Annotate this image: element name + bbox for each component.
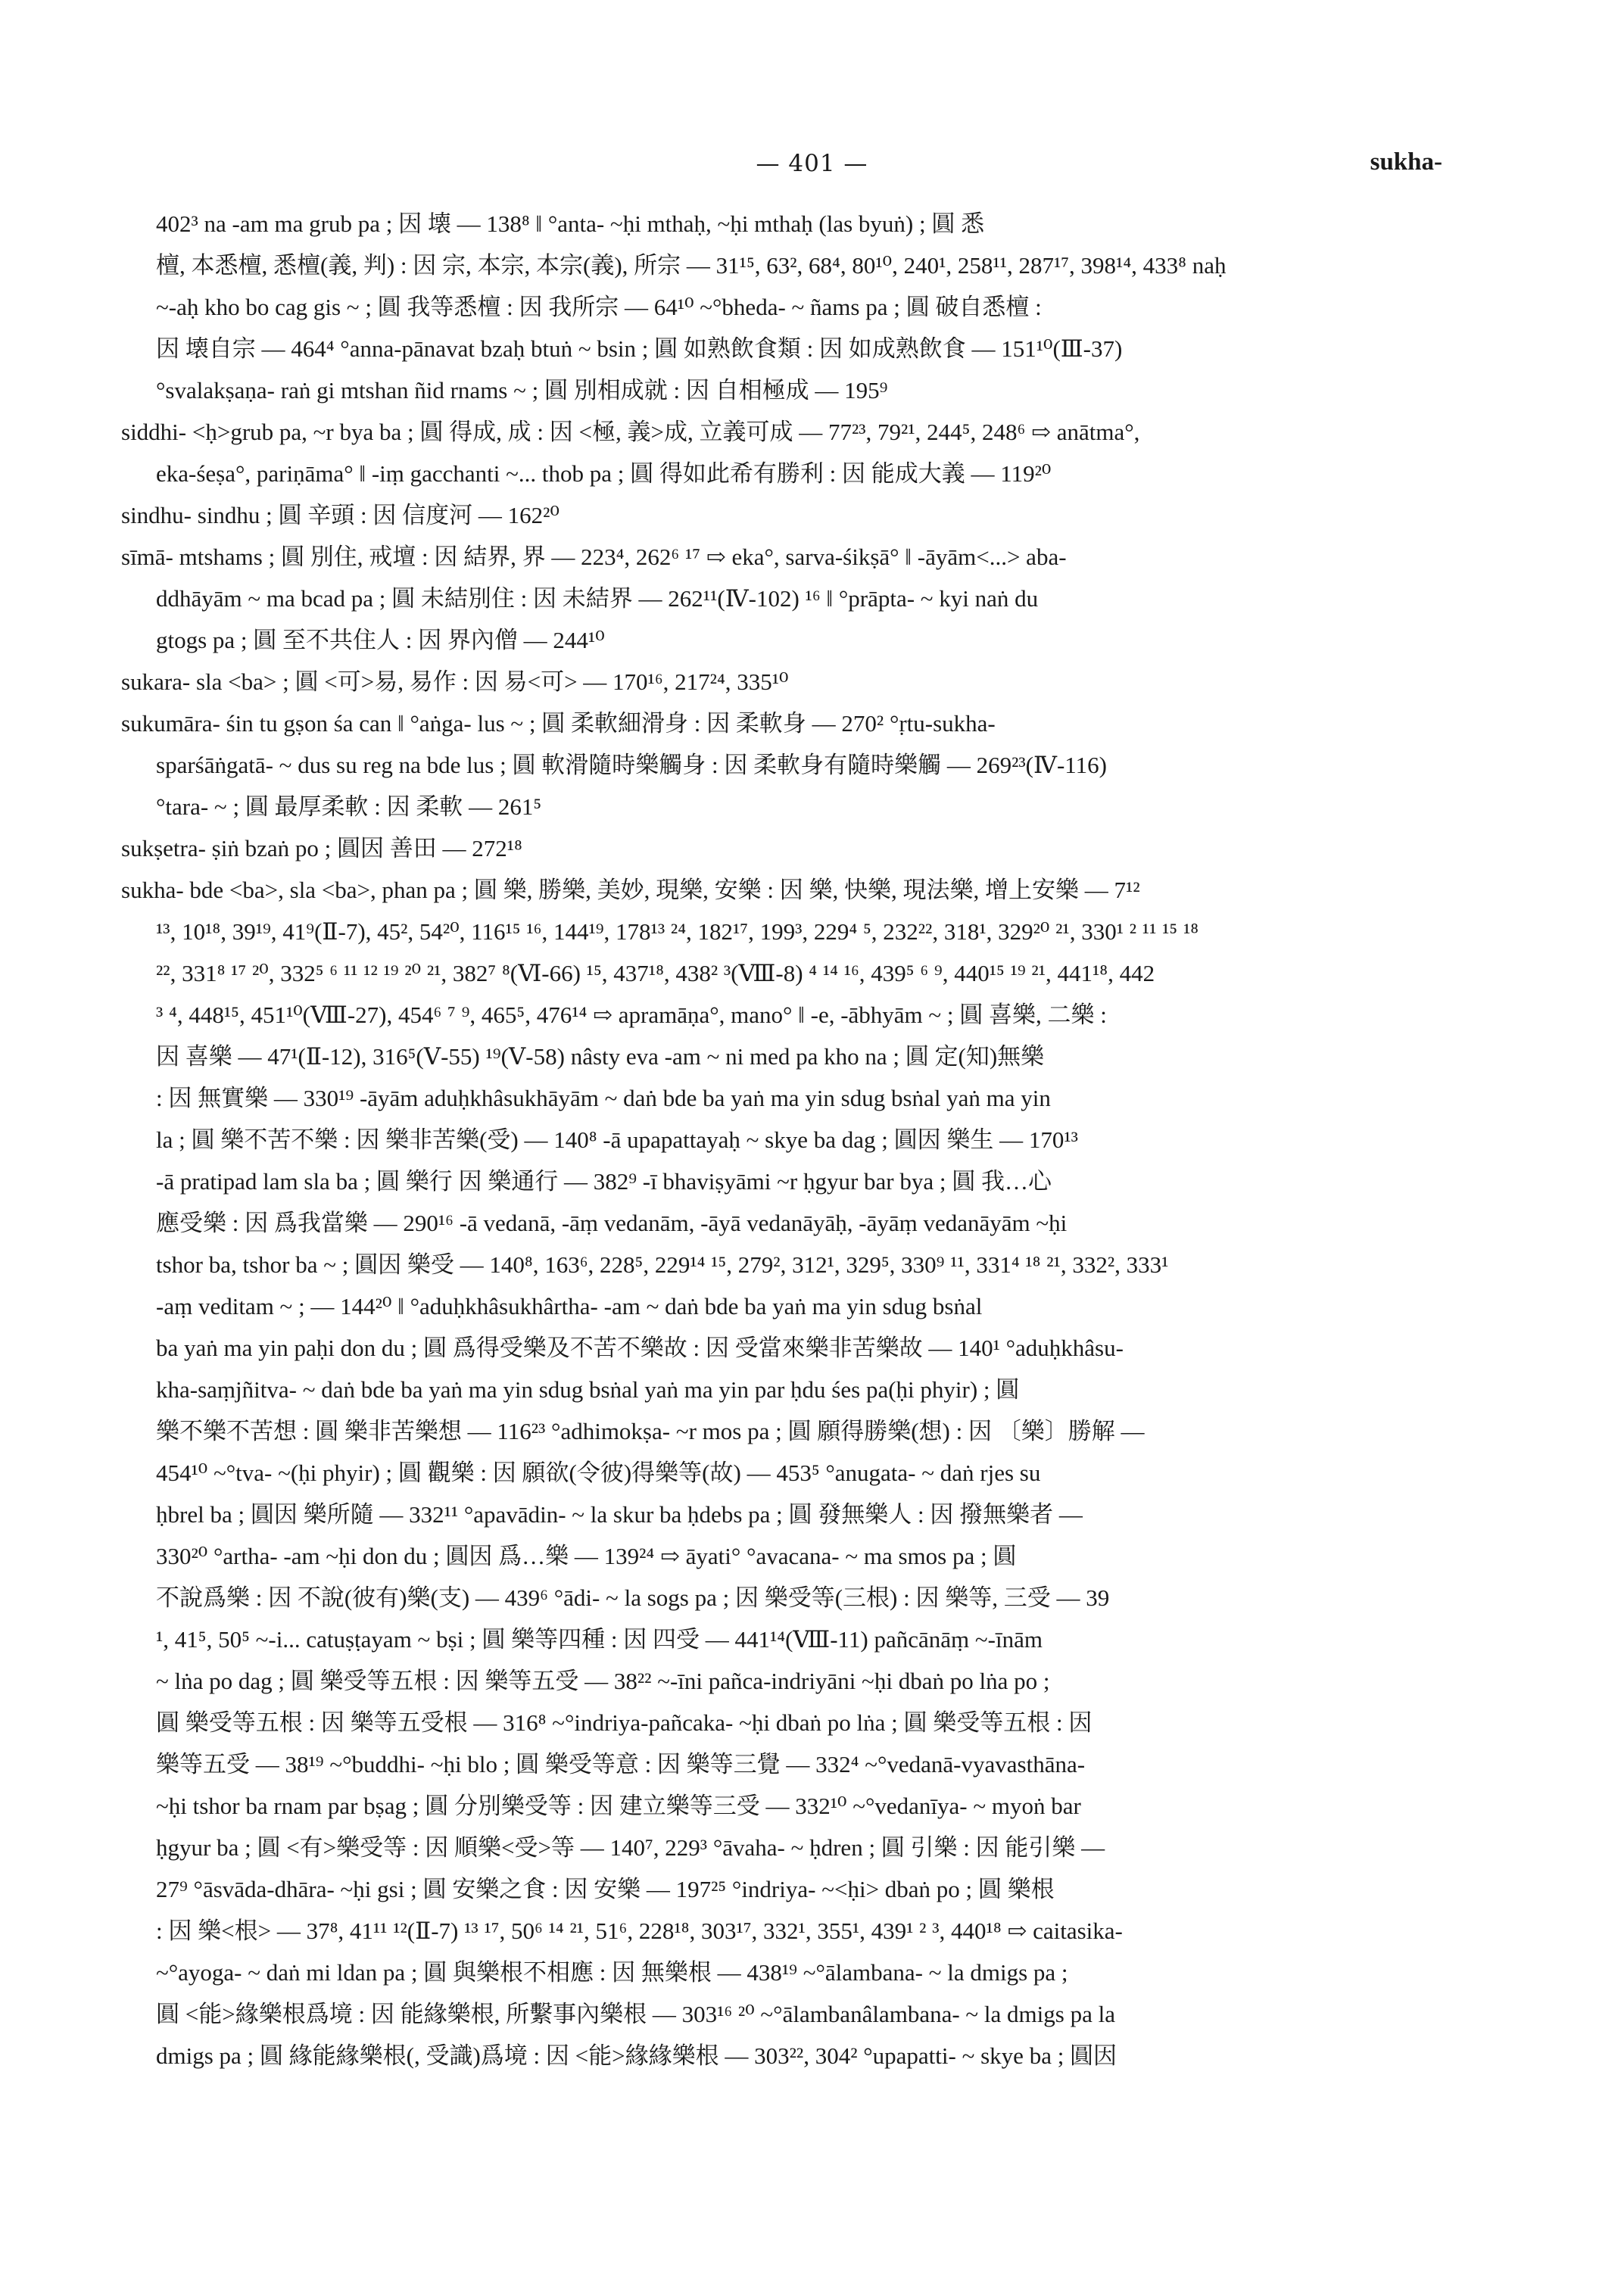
text-line: dmigs pa ; 圓 緣能緣樂根(, 受識)爲境 : 因 <能>緣緣樂根 — 303²², 304² °upapatti- ~ skye ba ; 圓因 [156,2042,1117,2069]
text-line: ḥbrel ba ; 圓因 樂所隨 — 332¹¹ °apavādin- ~ la skur ba ḥdebs pa ; 圓 發無樂人 : 因 撥無樂者 — [156,1501,1083,1528]
text-line [121,2076,1454,2118]
text-line: °tara- ~ ; 圓 最厚柔軟 : 因 柔軟 — 261⁵ [156,793,542,820]
text-line: ¹³, 10¹⁸, 39¹⁹, 41⁹(Ⅱ-7), 45², 54²⁰, 116¹⁵ ¹⁶, 144¹⁹, 178¹³ ²⁴, 182¹⁷, 199³, 229⁴ ⁵, 232²², 318¹, 329²⁰ ²¹, 330¹ ² ¹¹ ¹⁵ ¹⁸ [156,918,1199,945]
text-line: : 因 樂<根> — 37⁸, 41¹¹ ¹²(Ⅱ-7) ¹³ ¹⁷, 50⁶ ¹⁴ ²¹, 51⁶, 228¹⁸, 303¹⁷, 332¹, 355¹, 439¹ ² ³, 440¹⁸ ⇨ caitasika- [156,1918,1123,1944]
running-head: sukha- [1370,148,1442,176]
entry-headword-line: sīmā- mtshams ; 圓 別住, 戒壇 : 因 結界, 界 — 223⁴, 262⁶ ¹⁷ ⇨ eka°, sarva-śikṣā° ‖ -āyām<...> aba- [121,544,1067,570]
entry-headword-line: sukumāra- śin tu gṣon śa can ‖ °aṅga- lus ~ ; 圓 柔軟細滑身 : 因 柔軟身 — 270² °ṛtu-sukha- [121,710,996,737]
text-line: ~ḥi tshor ba rnam par bṣag ; 圓 分別樂受等 : 因 建立樂等三受 — 332¹⁰ ~°vedanīya- ~ myoṅ bar [156,1793,1081,1819]
entry-headword-line: siddhi- <ḥ>grub pa, ~r bya ba ; 圓 得成, 成 : 因 <極, 義>成, 立義可成 — 77²³, 79²¹, 244⁵, 248⁶ ⇨ anātma°, [121,419,1140,445]
text-line: -ā pratipad lam sla ba ; 圓 樂行 因 樂通行 — 382⁹ -ī bhaviṣyāmi ~r ḥgyur bar bya ; 圓 我…心 [156,1168,1052,1195]
text-line: gtogs pa ; 圓 至不共住人 : 因 界內僧 — 244¹⁰ [156,627,605,653]
text-line: 330²⁰ °artha- -am ~ḥi don du ; 圓因 爲…樂 — 139²⁴ ⇨ āyati° °avacana- ~ ma smos pa ; 圓 [156,1543,1017,1569]
text-line: sparśāṅgatā- ~ dus su reg na bde lus ; 圓 軟滑隨時樂觸身 : 因 柔軟身有隨時樂觸 — 269²³(Ⅳ-116) [156,752,1107,778]
entry-headword-line: sukara- sla <ba> ; 圓 <可>易, 易作 : 因 易<可> — 170¹⁶, 217²⁴, 335¹⁰ [121,668,789,695]
entry-headword-line: sindhu- sindhu ; 圓 辛頭 : 因 信度河 — 162²⁰ [121,502,560,528]
text-line: : 因 無實樂 — 330¹⁹ -āyām aduḥkhâsukhāyām ~ daṅ bde ba yaṅ ma yin sdug bsṅal yaṅ ma yin [156,1085,1051,1111]
text-line: 檀, 本悉檀, 悉檀(義, 判) : 因 宗, 本宗, 本宗(義), 所宗 — 31¹⁵, 63², 68⁴, 80¹⁰, 240¹, 258¹¹, 287¹⁷, 398¹⁴, 433⁸ naḥ [156,252,1227,279]
page-number: — 401 — [756,150,868,177]
text-line: 應受樂 : 因 爲我當樂 — 290¹⁶ -ā vedanā, -āṃ vedanām, -āyā vedanāyāḥ, -āyāṃ vedanāyām ~ḥi [156,1210,1068,1236]
text-line: ²², 331⁸ ¹⁷ ²⁰, 332⁵ ⁶ ¹¹ ¹² ¹⁹ ²⁰ ²¹, 382⁷ ⁸(Ⅵ-66) ¹⁵, 437¹⁸, 438² ³(Ⅷ-8) ⁴ ¹⁴ ¹⁶, 439⁵ ⁶ ⁹, 440¹⁵ ¹⁹ ²¹, 441¹⁸, 442 [156,960,1155,986]
text-line: ddhāyām ~ ma bcad pa ; 圓 未結別住 : 因 未結界 — 262¹¹(Ⅳ-102) ¹⁶ ‖ °prāpta- ~ kyi naṅ du [156,585,1039,612]
text-line: 27⁹ °āsvāda-dhāra- ~ḥi gsi ; 圓 安樂之食 : 因 安樂 — 197²⁵ °indriya- ~<ḥi> dbaṅ po ; 圓 樂根 [156,1876,1055,1902]
text-line: tshor ba, tshor ba ~ ; 圓因 樂受 — 140⁸, 163⁶, 228⁵, 229¹⁴ ¹⁵, 279², 312¹, 329⁵, 330⁹ ¹¹, 331⁴ ¹⁸ ²¹, 332², 333¹ [156,1251,1169,1278]
text-line: ³ ⁴, 448¹⁵, 451¹⁰(Ⅷ-27), 454⁶ ⁷ ⁹, 465⁵, 476¹⁴ ⇨ apramāṇa°, mano° ‖ -e, -ābhyām ~ ; 圓 喜樂, 二樂 : [156,1002,1107,1028]
text-line: ¹, 41⁵, 50⁵ ~-i... catuṣṭayam ~ bṣi ; 圓 樂等四種 : 因 四受 — 441¹⁴(Ⅷ-11) pañcānāṃ ~-īnām [156,1626,1043,1653]
text-line: 樂等五受 — 38¹⁹ ~°buddhi- ~ḥi blo ; 圓 樂受等意 : 因 樂等三覺 — 332⁴ ~°vedanā-vyavasthāna- [156,1751,1086,1777]
text-line: 因 喜樂 — 47¹(Ⅱ-12), 316⁵(Ⅴ-55) ¹⁹(Ⅴ-58) nâsty eva -am ~ ni med pa kho na ; 圓 定(知)無樂 [156,1043,1045,1070]
text-line: eka-śeṣa°, pariṇāma° ‖ -iṃ gacchanti ~... thob pa ; 圓 得如此希有勝利 : 因 能成大義 — 119²⁰ [156,460,1052,487]
text-line: 圓 樂受等五根 : 因 樂等五受根 — 316⁸ ~°indriya-pañcaka- ~ḥi dbaṅ po lṅa ; 圓 樂受等五根 : 因 [156,1709,1093,1736]
entry-headword-line: sukha- bde <ba>, sla <ba>, phan pa ; 圓 樂, 勝樂, 美妙, 現樂, 安樂 : 因 樂, 快樂, 現法樂, 增上安樂 — 7¹² [121,877,1140,903]
text-line: la ; 圓 樂不苦不樂 : 因 樂非苦樂(受) — 140⁸ -ā upapattayaḥ ~ skye ba dag ; 圓因 樂生 — 170¹³ [156,1126,1078,1153]
entry-text [121,203,1454,2118]
text-line: ~-aḥ kho bo cag gis ~ ; 圓 我等悉檀 : 因 我所宗 — 64¹⁰ ~°bheda- ~ ñams pa ; 圓 破自悉檀 : [156,294,1042,320]
text-line: ~ lṅa po dag ; 圓 樂受等五根 : 因 樂等五受 — 38²² ~-īni pañca-indriyāni ~ḥi dbaṅ po lṅa po ; [156,1668,1050,1694]
text-line: 402³ na -am ma grub pa ; 因 壊 — 138⁸ ‖ °anta- ~ḥi mthaḥ, ~ḥi mthaḥ (las byuṅ) ; 圓 悉 [156,210,985,237]
text-line: 圓 <能>緣樂根爲境 : 因 能緣樂根, 所繫事內樂根 — 303¹⁶ ²⁰ ~°ālambanâlambana- ~ la dmigs pa la [156,2001,1115,2027]
text-line: ba yaṅ ma yin paḥi don du ; 圓 爲得受樂及不苦不樂故 : 因 受當來樂非苦樂故 — 140¹ °aduḥkhâsu- [156,1335,1124,1361]
text-line: 不說爲樂 : 因 不說(彼有)樂(支) — 439⁶ °ādi- ~ la sogs pa ; 因 樂受等(三根) : 因 樂等, 三受 — 39 [156,1584,1110,1611]
text-line: ḥgyur ba ; 圓 <有>樂受等 : 因 順樂<受>等 — 140⁷, 229³ °āvaha- ~ ḥdren ; 圓 引樂 : 因 能引樂 — [156,1834,1105,1861]
text-line: 454¹⁰ ~°tva- ~(ḥi phyir) ; 圓 觀樂 : 因 願欲(令彼)得樂等(故) — 453⁵ °anugata- ~ daṅ rjes su [156,1460,1041,1486]
text-line: 樂不樂不苦想 : 圓 樂非苦樂想 — 116²³ °adhimokṣa- ~r mos pa ; 圓 願得勝樂(想) : 因 〔樂〕勝解 — [156,1418,1145,1444]
text-line: -aṃ veditam ~ ; — 144²⁰ ‖ °aduḥkhâsukhârtha- -am ~ daṅ bde ba yaṅ ma yin sdug bsṅal [156,1293,983,1319]
text-line: kha-saṃjñitva- ~ daṅ bde ba yaṅ ma yin sdug bsṅal yaṅ ma yin par ḥdu śes pa(ḥi phyir) ; 圓 [156,1376,1020,1403]
text-line: 因 壊自宗 — 464⁴ °anna-pānavat bzaḥ btuṅ ~ bsin ; 圓 如熟飲食類 : 因 如成熟飲食 — 151¹⁰(Ⅲ-37) [156,335,1123,362]
entry-headword-line: sukṣetra- ṣiṅ bzaṅ po ; 圓因 善田 — 272¹⁸ [121,835,522,861]
text-line: °svalakṣaṇa- raṅ gi mtshan ñid rnams ~ ; 圓 別相成就 : 因 自相極成 — 195⁹ [156,377,888,403]
text-line: ~°ayoga- ~ daṅ mi ldan pa ; 圓 與樂根不相應 : 因 無樂根 — 438¹⁹ ~°ālambana- ~ la dmigs pa ; [156,1959,1068,1986]
